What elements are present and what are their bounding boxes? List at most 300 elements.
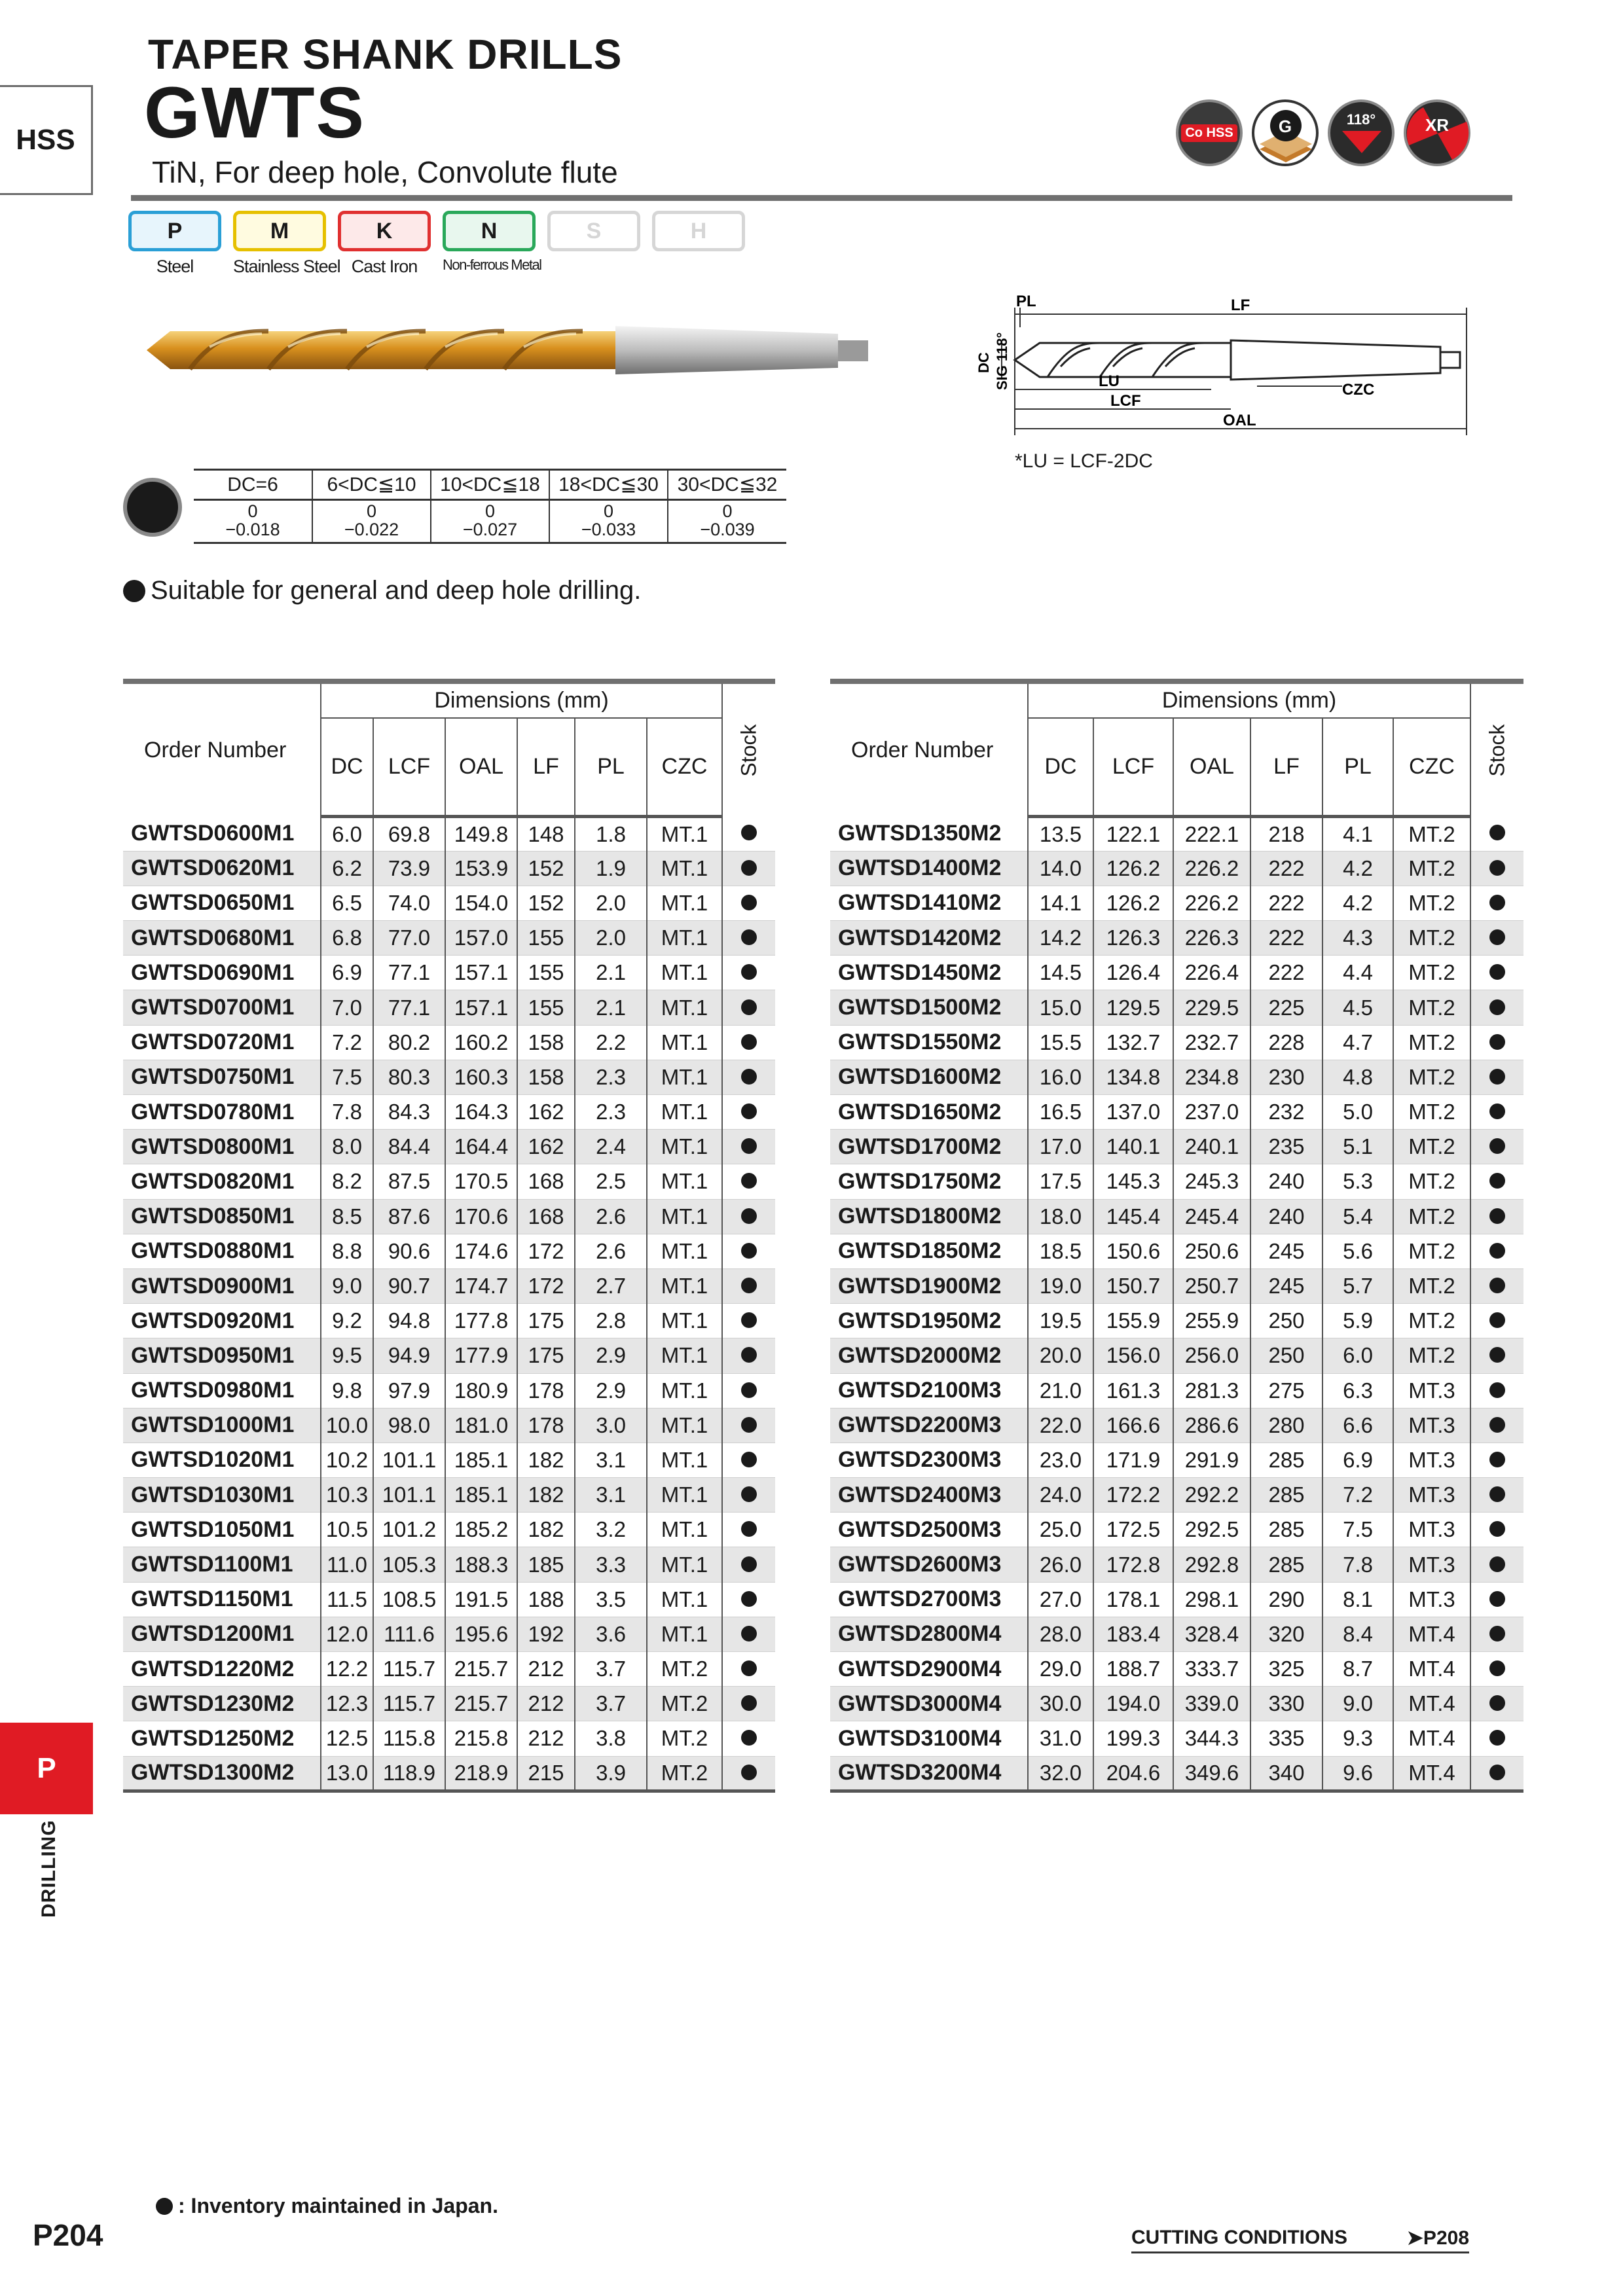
dimension-cell: 215.8: [445, 1721, 517, 1756]
point-angle-icon: 118°: [1328, 99, 1395, 166]
dimension-cell: 222: [1250, 956, 1322, 990]
order-number-cell: GWTSD1220M2: [123, 1652, 321, 1687]
dimension-cell: 188.7: [1093, 1652, 1173, 1687]
order-number-cell: GWTSD2200M3: [830, 1408, 1028, 1443]
dimension-cell: 111.6: [373, 1617, 445, 1651]
dimension-cell: 340: [1250, 1756, 1322, 1791]
dimension-cell: MT.2: [1393, 816, 1470, 851]
dimension-cell: 168: [517, 1164, 575, 1199]
dimension-cell: 98.0: [373, 1408, 445, 1443]
order-number-cell: GWTSD1550M2: [830, 1025, 1028, 1060]
diagram-label-lf: LF: [1231, 296, 1250, 314]
dimension-cell: 152: [517, 851, 575, 886]
dimension-cell: 161.3: [1093, 1373, 1173, 1408]
dimension-cell: MT.2: [1393, 1268, 1470, 1303]
dimension-cell: MT.2: [647, 1652, 722, 1687]
dimension-cell: 250.7: [1173, 1268, 1250, 1303]
order-number-cell: GWTSD2000M2: [830, 1338, 1028, 1373]
in-stock-icon: [741, 1556, 757, 1572]
dimension-cell: 126.3: [1093, 921, 1173, 956]
stock-cell: [1470, 1199, 1523, 1234]
table-row: [830, 1617, 1523, 1651]
dimension-cell: MT.1: [647, 1443, 722, 1477]
stock-cell: [1470, 1060, 1523, 1094]
dimension-cell: MT.3: [1393, 1513, 1470, 1547]
stock-cell: [1470, 1513, 1523, 1547]
in-stock-icon: [1489, 1591, 1505, 1607]
table-row: [830, 1582, 1523, 1617]
table-row: [830, 1373, 1523, 1408]
dimension-cell: 162: [517, 1130, 575, 1164]
stock-cell: [722, 1513, 775, 1547]
stock-cell: [722, 1164, 775, 1199]
dimension-cell: 195.6: [445, 1617, 517, 1651]
table-row: [123, 1756, 775, 1791]
table-row: [123, 1060, 775, 1094]
cutting-conditions-link[interactable]: CUTTING CONDITIONS ➤P208: [1131, 2227, 1469, 2253]
dimension-cell: MT.2: [1393, 1095, 1470, 1130]
dimension-cell: 218: [1250, 816, 1322, 851]
dimension-cell: MT.1: [647, 1547, 722, 1582]
in-stock-icon: [741, 825, 757, 840]
table-row: [123, 1130, 775, 1164]
dimension-cell: 152: [517, 886, 575, 920]
dimension-cell: MT.2: [647, 1687, 722, 1721]
stock-cell: [722, 1652, 775, 1687]
in-stock-icon: [1489, 825, 1505, 840]
table-row: [830, 1060, 1523, 1094]
stock-cell: [722, 1582, 775, 1617]
table-row: [123, 1721, 775, 1756]
stock-cell: [722, 1478, 775, 1513]
table-row: [123, 1304, 775, 1338]
order-number-cell: GWTSD1250M2: [123, 1721, 321, 1756]
dimension-cell: 232: [1250, 1095, 1322, 1130]
dimension-cell: 158: [517, 1025, 575, 1060]
stock-cell: [1470, 1234, 1523, 1268]
dimension-cell: 12.3: [321, 1687, 373, 1721]
dimension-cell: 7.5: [321, 1060, 373, 1094]
in-stock-icon: [1489, 1660, 1505, 1676]
dimension-cell: 15.0: [1028, 990, 1093, 1025]
dimension-cell: 3.5: [575, 1582, 647, 1617]
stock-cell: [722, 886, 775, 920]
table-row: [123, 1652, 775, 1687]
dimension-cell: 5.1: [1322, 1130, 1393, 1164]
dimension-cell: 330: [1250, 1687, 1322, 1721]
dimension-cell: 6.5: [321, 886, 373, 920]
workpiece-material-chips: [128, 211, 745, 277]
table-row: [830, 1234, 1523, 1268]
dimension-cell: 166.6: [1093, 1408, 1173, 1443]
dimension-cell: MT.2: [647, 1756, 722, 1791]
dimension-cell: 3.2: [575, 1513, 647, 1547]
dimension-cell: 16.0: [1028, 1060, 1093, 1094]
in-stock-icon: [741, 1591, 757, 1607]
dimension-cell: 27.0: [1028, 1582, 1093, 1617]
dimension-cell: 80.3: [373, 1060, 445, 1094]
dimension-cell: 291.9: [1173, 1443, 1250, 1477]
dimension-cell: 212: [517, 1652, 575, 1687]
order-number-cell: GWTSD1000M1: [123, 1408, 321, 1443]
dimension-cell: 2.5: [575, 1164, 647, 1199]
dimension-cell: 4.8: [1322, 1060, 1393, 1094]
dimension-cell: 5.4: [1322, 1199, 1393, 1234]
stock-cell: [722, 1408, 775, 1443]
dimension-cell: 6.0: [321, 816, 373, 851]
in-stock-icon: [1489, 1382, 1505, 1398]
dimension-cell: 170.5: [445, 1164, 517, 1199]
table-row: [830, 1199, 1523, 1234]
in-stock-icon: [741, 1695, 757, 1711]
dimension-cell: 225: [1250, 990, 1322, 1025]
dimension-cell: 29.0: [1028, 1652, 1093, 1687]
dimension-cell: 2.0: [575, 921, 647, 956]
order-number-cell: GWTSD2500M3: [830, 1513, 1028, 1547]
dimension-cell: 5.6: [1322, 1234, 1393, 1268]
dimension-cell: MT.2: [1393, 1199, 1470, 1234]
order-number-cell: GWTSD0650M1: [123, 886, 321, 920]
dimension-cell: 212: [517, 1687, 575, 1721]
diagram-label-czc: CZC: [1342, 381, 1375, 399]
dimension-cell: 344.3: [1173, 1721, 1250, 1756]
dimension-cell: 126.2: [1093, 851, 1173, 886]
in-stock-icon: [741, 999, 757, 1015]
diameter-tolerance-table: DC=6 6<DC≦10 10<DC≦18 18<DC≦30 30<DC≦32 0 −0.018 0 −0.022 0 −0.027 0 −0.033 0 −0.039: [194, 469, 786, 544]
stock-cell: [722, 956, 775, 990]
dimension-cell: MT.1: [647, 921, 722, 956]
dimension-cell: 320: [1250, 1617, 1322, 1651]
dimension-cell: MT.1: [647, 956, 722, 990]
table-row: [123, 1617, 775, 1651]
dimension-cell: 9.3: [1322, 1721, 1393, 1756]
stock-cell: [1470, 1582, 1523, 1617]
dimension-cell: 12.5: [321, 1721, 373, 1756]
order-number-cell: GWTSD0750M1: [123, 1060, 321, 1094]
dimension-cell: 77.1: [373, 990, 445, 1025]
dimension-cell: 226.4: [1173, 956, 1250, 990]
dimension-cell: MT.4: [1393, 1721, 1470, 1756]
dimension-cell: 349.6: [1173, 1756, 1250, 1791]
dimension-cell: 3.0: [575, 1408, 647, 1443]
in-stock-icon: [741, 1347, 757, 1363]
order-number-cell: GWTSD1410M2: [830, 886, 1028, 920]
in-stock-icon: [741, 1208, 757, 1224]
diagram-label-oal: OAL: [1223, 412, 1256, 429]
material-chip-h: H: [652, 211, 745, 277]
dimension-cell: 155: [517, 921, 575, 956]
dimension-cell: 181.0: [445, 1408, 517, 1443]
dimension-cell: 222: [1250, 886, 1322, 920]
dimension-cell: MT.1: [647, 1304, 722, 1338]
dimension-cell: 235: [1250, 1130, 1322, 1164]
dimension-cell: MT.4: [1393, 1617, 1470, 1651]
dimension-cell: 9.8: [321, 1373, 373, 1408]
stock-cell: [1470, 886, 1523, 920]
order-number-cell: GWTSD3200M4: [830, 1756, 1028, 1791]
dimension-cell: 101.2: [373, 1513, 445, 1547]
table-row: [830, 1408, 1523, 1443]
dimension-cell: 285: [1250, 1478, 1322, 1513]
dimension-cell: 229.5: [1173, 990, 1250, 1025]
table-row: [830, 851, 1523, 886]
dimension-cell: 237.0: [1173, 1095, 1250, 1130]
dimension-cell: 215: [517, 1756, 575, 1791]
in-stock-icon: [1489, 964, 1505, 980]
dimension-cell: MT.1: [647, 886, 722, 920]
dimension-cell: 97.9: [373, 1373, 445, 1408]
dimension-cell: 18.0: [1028, 1199, 1093, 1234]
dimension-cell: MT.2: [1393, 1234, 1470, 1268]
in-stock-icon: [1489, 860, 1505, 876]
dimension-cell: MT.2: [1393, 851, 1470, 886]
in-stock-icon: [741, 1243, 757, 1259]
dimension-cell: 188.3: [445, 1547, 517, 1582]
side-tab-p[interactable]: P: [0, 1723, 93, 1814]
dimension-cell: MT.3: [1393, 1408, 1470, 1443]
dimension-cell: 292.2: [1173, 1478, 1250, 1513]
dimension-cell: 9.0: [1322, 1687, 1393, 1721]
in-stock-icon: [1489, 1312, 1505, 1328]
dimension-cell: 14.5: [1028, 956, 1093, 990]
dimension-cell: 118.9: [373, 1756, 445, 1791]
dimension-cell: 185.1: [445, 1443, 517, 1477]
dimension-cell: 10.5: [321, 1513, 373, 1547]
dimension-cell: 182: [517, 1478, 575, 1513]
order-number-cell: GWTSD1900M2: [830, 1268, 1028, 1303]
dimension-cell: 175: [517, 1304, 575, 1338]
material-chip-p: P Steel: [128, 211, 221, 277]
in-stock-icon: [1489, 1730, 1505, 1746]
table-row: [830, 816, 1523, 851]
dimension-cell: 275: [1250, 1373, 1322, 1408]
stock-cell: [1470, 851, 1523, 886]
dimension-cell: 222: [1250, 921, 1322, 956]
order-number-cell: GWTSD2700M3: [830, 1582, 1028, 1617]
dimension-cell: 2.8: [575, 1304, 647, 1338]
stock-cell: [1470, 1408, 1523, 1443]
stock-cell: [722, 1199, 775, 1234]
dimension-cell: 6.9: [321, 956, 373, 990]
dimension-cell: 84.4: [373, 1130, 445, 1164]
dimension-cell: 4.5: [1322, 990, 1393, 1025]
dimension-cell: 14.1: [1028, 886, 1093, 920]
dimension-cell: 180.9: [445, 1373, 517, 1408]
dimension-cell: MT.1: [647, 1095, 722, 1130]
order-number-cell: GWTSD1230M2: [123, 1687, 321, 1721]
dimension-cell: 2.9: [575, 1338, 647, 1373]
dimension-cell: 162: [517, 1095, 575, 1130]
dimension-cell: 25.0: [1028, 1513, 1093, 1547]
table-row: [123, 1164, 775, 1199]
order-number-cell: GWTSD3100M4: [830, 1721, 1028, 1756]
stock-cell: [1470, 1304, 1523, 1338]
stock-cell: [722, 1025, 775, 1060]
dimension-cell: 73.9: [373, 851, 445, 886]
dimension-cell: 148: [517, 816, 575, 851]
feature-badges: [1176, 99, 1470, 166]
stock-cell: [1470, 1025, 1523, 1060]
side-label-drilling: DRILLING: [38, 1820, 60, 1918]
stock-dot-icon: [156, 2198, 173, 2215]
dimension-cell: 5.3: [1322, 1164, 1393, 1199]
in-stock-icon: [741, 1765, 757, 1780]
dimension-cell: 164.4: [445, 1130, 517, 1164]
in-stock-icon: [1489, 1521, 1505, 1537]
in-stock-icon: [741, 1103, 757, 1119]
in-stock-icon: [741, 1660, 757, 1676]
dimension-cell: 285: [1250, 1513, 1322, 1547]
dimension-cell: 182: [517, 1443, 575, 1477]
title-rule: [131, 195, 1512, 201]
dimension-cell: 228: [1250, 1025, 1322, 1060]
dimension-cell: 177.8: [445, 1304, 517, 1338]
dimension-cell: 3.1: [575, 1478, 647, 1513]
dimension-cell: MT.2: [1393, 886, 1470, 920]
diagram-label-lu: LU: [1099, 372, 1120, 390]
in-stock-icon: [1489, 999, 1505, 1015]
dimension-cell: 3.8: [575, 1721, 647, 1756]
dimension-cell: 2.2: [575, 1025, 647, 1060]
order-number-cell: GWTSD0620M1: [123, 851, 321, 886]
order-number-cell: GWTSD1500M2: [830, 990, 1028, 1025]
in-stock-icon: [741, 1312, 757, 1328]
dimension-cell: MT.1: [647, 1025, 722, 1060]
dimension-cell: 10.3: [321, 1478, 373, 1513]
stock-cell: [722, 1443, 775, 1477]
diagram-label-sig: SIG 118°: [994, 332, 1010, 390]
dimension-cell: MT.3: [1393, 1478, 1470, 1513]
dimension-cell: 8.4: [1322, 1617, 1393, 1651]
dimension-cell: 1.8: [575, 816, 647, 851]
dimension-cell: 87.6: [373, 1199, 445, 1234]
order-number-cell: GWTSD0700M1: [123, 990, 321, 1025]
dimension-cell: 7.8: [321, 1095, 373, 1130]
dimension-cell: 2.4: [575, 1130, 647, 1164]
in-stock-icon: [741, 1034, 757, 1050]
order-number-cell: GWTSD0690M1: [123, 956, 321, 990]
dimension-cell: 194.0: [1093, 1687, 1173, 1721]
dimension-cell: 199.3: [1093, 1721, 1173, 1756]
dimension-cell: 204.6: [1093, 1756, 1173, 1791]
dimension-cell: MT.2: [1393, 1060, 1470, 1094]
dimension-cell: 172: [517, 1268, 575, 1303]
dimension-cell: 157.0: [445, 921, 517, 956]
dimension-cell: 18.5: [1028, 1234, 1093, 1268]
stock-cell: [722, 1268, 775, 1303]
dimension-cell: 132.7: [1093, 1025, 1173, 1060]
dimension-cell: 154.0: [445, 886, 517, 920]
order-number-cell: GWTSD0980M1: [123, 1373, 321, 1408]
order-number-cell: GWTSD1020M1: [123, 1443, 321, 1477]
dimension-cell: 285: [1250, 1547, 1322, 1582]
dimension-cell: 6.3: [1322, 1373, 1393, 1408]
table-row: [830, 921, 1523, 956]
dimension-cell: 325: [1250, 1652, 1322, 1687]
order-number-cell: GWTSD1750M2: [830, 1164, 1028, 1199]
co-hss-icon: Co HSS: [1176, 99, 1243, 166]
dimension-cell: 2.7: [575, 1268, 647, 1303]
dimension-cell: MT.2: [1393, 1130, 1470, 1164]
in-stock-icon: [741, 964, 757, 980]
dimension-cell: 3.7: [575, 1687, 647, 1721]
table-row: [830, 1095, 1523, 1130]
dimension-cell: 90.7: [373, 1268, 445, 1303]
dimension-cell: 14.0: [1028, 851, 1093, 886]
stock-cell: [1470, 1756, 1523, 1791]
dimension-cell: 256.0: [1173, 1338, 1250, 1373]
order-number-cell: GWTSD2600M3: [830, 1547, 1028, 1582]
in-stock-icon: [1489, 1452, 1505, 1467]
table-row: [123, 1199, 775, 1234]
dimension-cell: 8.0: [321, 1130, 373, 1164]
dimension-cell: 12.2: [321, 1652, 373, 1687]
order-number-cell: GWTSD1950M2: [830, 1304, 1028, 1338]
dimension-cell: MT.1: [647, 1373, 722, 1408]
dimension-cell: MT.2: [647, 1721, 722, 1756]
in-stock-icon: [741, 1486, 757, 1502]
dimension-cell: 185.1: [445, 1478, 517, 1513]
stock-cell: [1470, 816, 1523, 851]
dimension-cell: 23.0: [1028, 1443, 1093, 1477]
order-number-cell: GWTSD2100M3: [830, 1373, 1028, 1408]
dimension-cell: 218.9: [445, 1756, 517, 1791]
dimension-cell: 22.0: [1028, 1408, 1093, 1443]
order-number-cell: GWTSD3000M4: [830, 1687, 1028, 1721]
dimension-cell: 172.5: [1093, 1513, 1173, 1547]
order-number-cell: GWTSD1700M2: [830, 1130, 1028, 1164]
dimension-cell: 77.1: [373, 956, 445, 990]
dimension-cell: 8.8: [321, 1234, 373, 1268]
stock-cell: [722, 1756, 775, 1791]
category-tab-hss[interactable]: HSS: [0, 85, 93, 195]
dimension-cell: 105.3: [373, 1547, 445, 1582]
dimension-cell: 101.1: [373, 1478, 445, 1513]
dimension-cell: 174.7: [445, 1268, 517, 1303]
dimension-cell: 11.0: [321, 1547, 373, 1582]
model-subtitle: TiN, For deep hole, Convolute flute: [152, 155, 618, 189]
stock-cell: [722, 1060, 775, 1094]
series-title: TAPER SHANK DRILLS: [148, 31, 623, 78]
in-stock-icon: [1489, 1243, 1505, 1259]
diagram-label-pl: PL: [1016, 293, 1036, 310]
dimension-cell: 8.2: [321, 1164, 373, 1199]
dimension-cell: 108.5: [373, 1582, 445, 1617]
dimension-cell: 3.7: [575, 1652, 647, 1687]
dimension-cell: 245.4: [1173, 1199, 1250, 1234]
stock-cell: [722, 1095, 775, 1130]
dimension-cell: 150.7: [1093, 1268, 1173, 1303]
table-row: [830, 990, 1523, 1025]
dimension-cell: 2.9: [575, 1373, 647, 1408]
order-number-cell: GWTSD1450M2: [830, 956, 1028, 990]
table-row: [123, 816, 775, 851]
order-number-cell: GWTSD1800M2: [830, 1199, 1028, 1234]
dimension-cell: MT.4: [1393, 1687, 1470, 1721]
table-row: [123, 1268, 775, 1303]
dimension-cell: 222.1: [1173, 816, 1250, 851]
dimension-cell: 185.2: [445, 1513, 517, 1547]
stock-cell: [1470, 956, 1523, 990]
dimension-cell: 178: [517, 1408, 575, 1443]
dimension-cell: 20.0: [1028, 1338, 1093, 1373]
dimension-cell: 6.9: [1322, 1443, 1393, 1477]
dimension-cell: MT.2: [1393, 990, 1470, 1025]
order-number-cell: GWTSD1350M2: [830, 816, 1028, 851]
dimension-cell: 24.0: [1028, 1478, 1093, 1513]
dimension-cell: 226.2: [1173, 886, 1250, 920]
dimension-cell: MT.2: [1393, 1164, 1470, 1199]
